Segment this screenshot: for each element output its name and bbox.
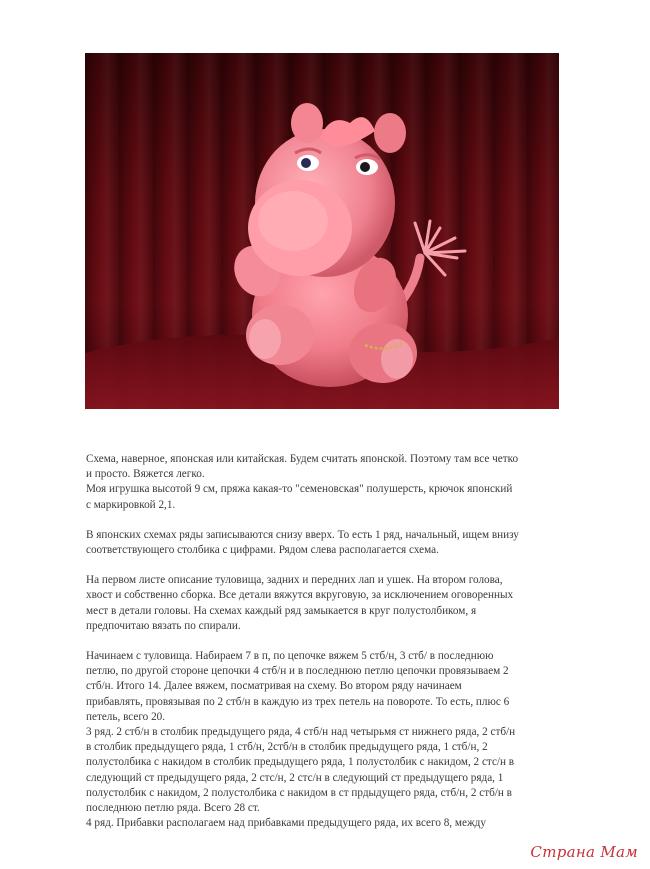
text-line: стб/н. Итого 14. Далее вяжем, посматривая на схему. Во втором ряду начинаем [86, 680, 462, 693]
text-line: следующий ст предыдущего ряда, 2 стс/н, 2 стс/н в следующий ст предыдущего ряда, 1 [86, 771, 504, 784]
text-line: прибавлять, провязывая по 2 стб/н в каждую из трех петель на повороте. То есть, плюс 6 [86, 695, 510, 708]
text-line: Схема, наверное, японская или китайская. Будем считать японской. Поэтому там все четко [86, 453, 519, 465]
paragraph-intro [86, 452, 580, 513]
text-line: петель, всего 20. [86, 710, 166, 723]
toy-photo [85, 53, 559, 409]
text-line: 3 ряд. 2 стб/н в столбик предыдущего ряда, 4 стб/н над четырьмя ст нижнего ряда, 2 стб/н [86, 726, 516, 739]
text-line: мест в детали головы. На схемах каждый ряд замыкается в круг полустолбиком, я [86, 604, 477, 617]
article-text [86, 452, 580, 846]
text-line: Начинаем с туловища. Набираем 7 в п, по цепочке вяжем 5 стб/н, 3 стб/ в последнюю [86, 650, 494, 663]
paragraph-body-instructions [86, 649, 580, 831]
text-line: полустолбик с накидом, 2 полустолбика с накидом в ст прдыдущего ряда, стб/н, 2 стб/н в [86, 786, 512, 799]
text-line: петлю, по другой стороне цепочки 4 стб/н и в последнюю петлю цепочки провязываем 2 [86, 665, 509, 678]
text-line: соответствующего столбика с цифрами. Рядом слева располагается схема. [86, 544, 439, 557]
hippo-toy-illustration [85, 53, 559, 409]
text-line: Моя игрушка высотой 9 см, пряжа какая-то "семеновская" полушерсть, крючок японский [86, 483, 513, 496]
text-line: и просто. Вяжется легко. [86, 468, 205, 481]
text-line: последнюю петлю ряда. Всего 28 ст. [86, 802, 260, 815]
text-line: предпочитаю вязать по спирали. [86, 619, 241, 632]
text-line: В японских схемах ряды записываются снизу вверх. То есть 1 ряд, начальный, ищем внизу [86, 528, 519, 541]
text-line: 4 ряд. Прибавки располагаем над прибавками предыдущего ряда, их всего 8, между [86, 817, 486, 830]
text-line: На первом листе описание туловища, задних и передних лап и ушек. На втором голова, [86, 574, 503, 587]
text-line: полустолбика с накидом в столбик предыдущего ряда, 1 полустолбик с накидом, 2 стс/н в [86, 756, 515, 769]
text-line: хвост и собственно сборка. Все детали вяжутся вкруговую, за исключением оговоренных [86, 589, 514, 602]
text-line: в столбик предыдущего ряда, 1 стб/н, 2стб/н в столбик предыдущего ряда, 1 стб/н, 2 [86, 741, 488, 754]
paragraph-japanese-schemes [86, 528, 580, 558]
paragraph-sheets [86, 573, 580, 634]
text-line: с маркировкой 2,1. [86, 498, 176, 511]
site-watermark: Страна Мам [530, 843, 638, 861]
